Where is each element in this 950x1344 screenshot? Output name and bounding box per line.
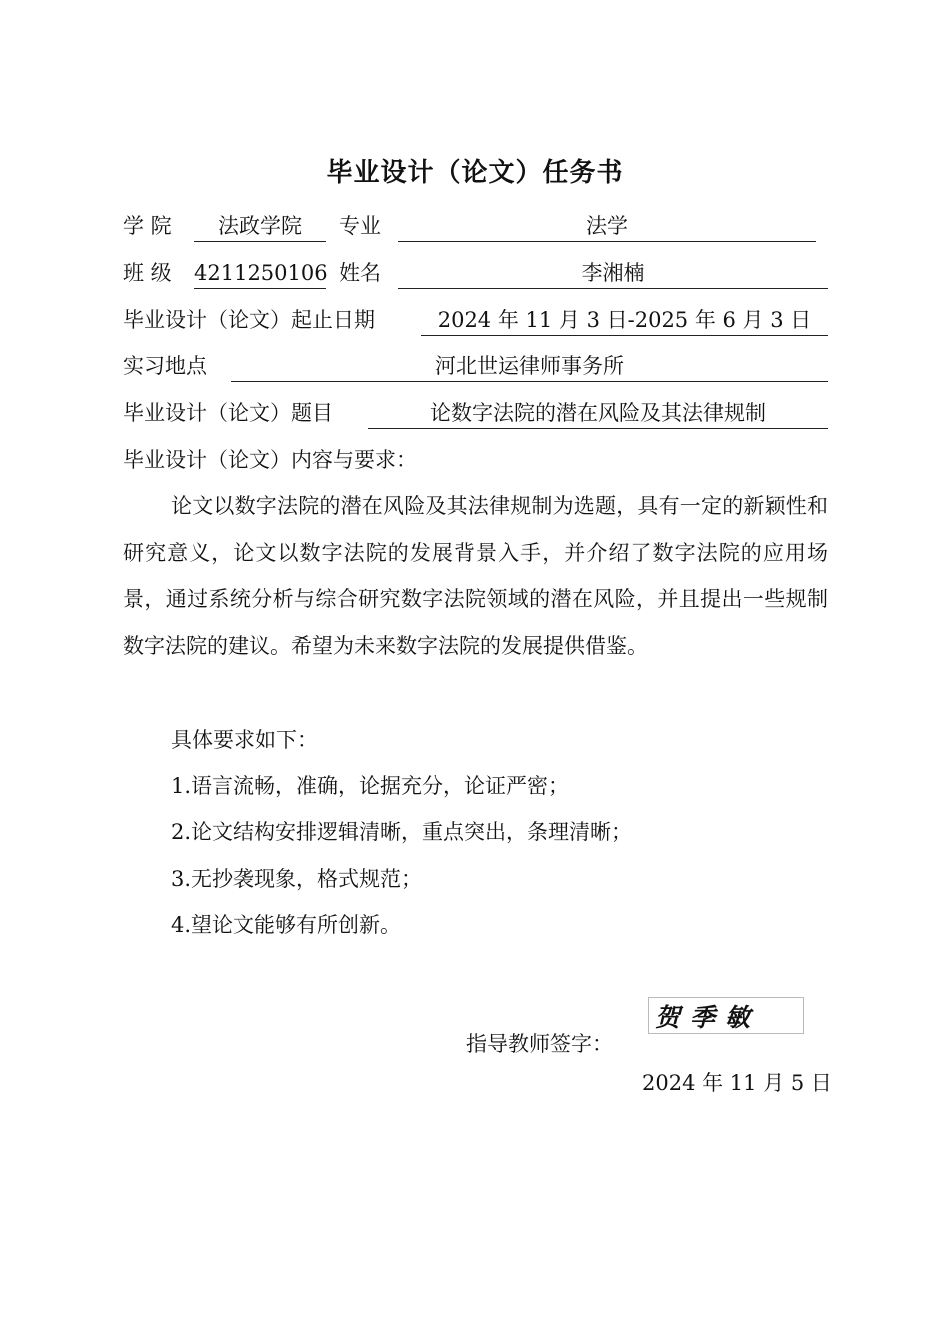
period-field: 2024 年 11 月 3 日-2025 年 6 月 3 日 — [421, 305, 828, 336]
topic-field: 论数字法院的潜在风险及其法律规制 — [368, 398, 828, 429]
internship-field: 河北世运律师事务所 — [231, 351, 828, 382]
content-paragraph: 论文以数字法院的潜在风险及其法律规制为选题，具有一定的新颖性和研究意义，论文以数字法院的发展背景入手，并介绍了数字法院的应用场景，通过系统分析与综合研究数字法院领域的潜在风险，并且提出一些规制数字法院的建议。希望为未来数字法院的发展提供借鉴。 — [123, 494, 828, 658]
class-field: 4211250106 — [194, 258, 326, 289]
requirement-item-2: 2.论文结构安排逻辑清晰，重点突出，条理清晰； — [171, 820, 633, 844]
topic-label: 毕业设计（论文）题目 — [123, 401, 333, 425]
college-field: 法政学院 — [194, 211, 326, 242]
handwritten-signature: 贺季敏 — [655, 1002, 761, 1032]
content-label: 毕业设计（论文）内容与要求： — [123, 448, 417, 472]
requirement-item-1: 1.语言流畅，准确，论据充分，论证严密； — [171, 774, 570, 798]
student-name-field: 李湘楠 — [398, 258, 828, 289]
advisor-signature-label: 指导教师签字： — [466, 1032, 613, 1056]
major-label: 专业 — [339, 214, 381, 238]
class-label: 班 级 — [123, 261, 172, 285]
advisor-signature-image — [648, 997, 804, 1034]
signature-date: 2024 年 11 月 5 日 — [642, 1071, 832, 1095]
requirement-item-4: 4.望论文能够有所创新。 — [171, 913, 402, 937]
college-label: 学 院 — [123, 214, 172, 238]
major-field: 法学 — [398, 211, 816, 242]
period-label: 毕业设计（论文）起止日期 — [123, 308, 375, 332]
requirement-item-3: 3.无抄袭现象，格式规范； — [171, 867, 423, 891]
document-title: 毕业设计（论文）任务书 — [326, 158, 624, 188]
requirements-intro: 具体要求如下： — [171, 728, 318, 752]
name-label: 姓名 — [339, 261, 381, 285]
internship-label: 实习地点 — [123, 354, 207, 378]
